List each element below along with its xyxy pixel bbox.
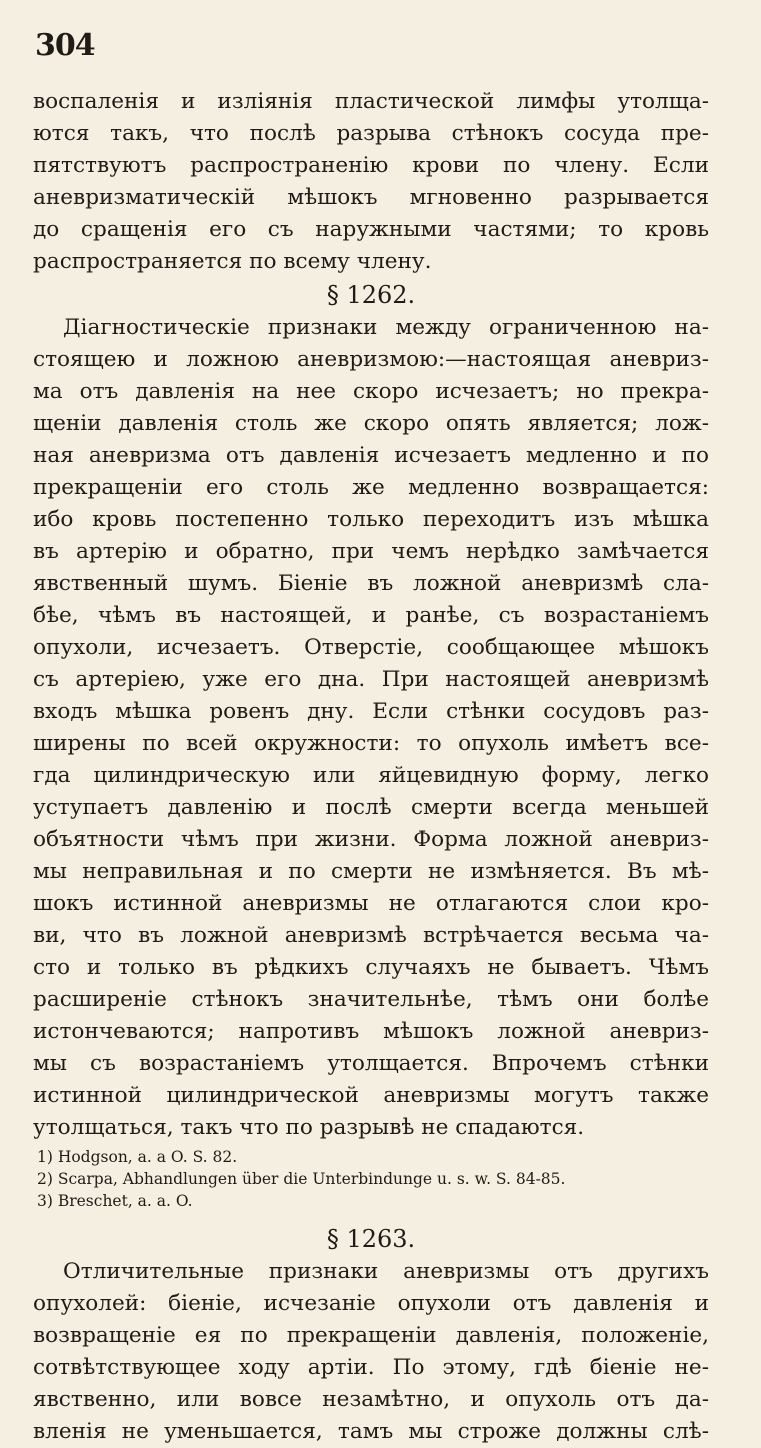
footnote-1: 1) Hodgson, a. a O. S. 82. — [37, 1148, 238, 1166]
text-line: Отличительные признаки аневризмы отъ другихъ — [63, 1259, 709, 1284]
text-line: шокъ истинной аневризмы не отлагаются слои кро- — [33, 891, 709, 916]
text-line: входъ мѣшка ровенъ дну. Если стѣнки сосудовъ раз- — [33, 699, 709, 724]
paragraph-continuation — [33, 86, 709, 278]
text-line: щенiи давленiя столь же скоро опять является; лож- — [33, 411, 709, 436]
text-line: уступаетъ давленiю и послѣ смерти всегда меньшей — [33, 795, 709, 820]
text-line: бѣе, чѣмъ въ настоящей, и ранѣе, съ возрастанiемъ — [33, 603, 709, 628]
text-line: утолщаться, такъ что по разрывѣ не спадаются. — [33, 1115, 585, 1140]
text-line: сотвѣтствующее ходу артiи. По этому, гдѣ бiенiе не- — [33, 1355, 709, 1380]
text-line: съ артерiею, уже его дна. При настоящей аневризмѣ — [33, 667, 709, 692]
text-line: вленiя не уменьшается, тамъ мы строже должны слѣ- — [33, 1419, 709, 1444]
text-line: ви, что въ ложной аневризмѣ встрѣчается весьма ча- — [33, 923, 709, 948]
page-number: 304 — [35, 28, 95, 63]
text-line: ширены по всей окружности: то опухоль имѣетъ все- — [33, 731, 709, 756]
text-line: истинной цилиндрической аневризмы могутъ также — [33, 1083, 709, 1108]
text-line: возвращенiе ея по прекращенiи давленiя, положенiе, — [33, 1323, 709, 1348]
text-line: Дiагностическiе признаки между ограниченною на- — [63, 315, 709, 340]
text-line: ма отъ давленiя на нее скоро исчезаетъ; но прекра- — [33, 379, 709, 404]
text-line: въ артерiю и обратно, при чемъ нерѣдко замѣчается — [33, 539, 709, 564]
text-column — [33, 86, 709, 1448]
text-line: мы неправильная и по смерти не измѣняется. Въ мѣ- — [33, 859, 709, 884]
text-line: сто и только въ рѣдкихъ случаяхъ не бываетъ. Чѣмъ — [33, 955, 709, 980]
text-line: распространяется по всему члену. — [33, 249, 432, 274]
section-heading-1263: § 1263. — [326, 1225, 416, 1253]
text-line: явственно, или вовсе незамѣтно, и опухоль отъ да- — [33, 1387, 709, 1412]
paragraph-distinguishing-signs — [33, 1256, 709, 1448]
text-line: мы съ возрастанiемъ утолщается. Впрочемъ стѣнки — [33, 1051, 709, 1076]
text-line: ная аневризма отъ давленiя исчезаетъ медленно и по — [33, 443, 709, 468]
text-line: объятности чѣмъ при жизни. Форма ложной аневриз- — [33, 827, 709, 852]
section-heading-1262: § 1262. — [326, 281, 416, 309]
text-line: опухолей: бiенiе, исчезанiе опухоли отъ давленiя и — [33, 1291, 709, 1316]
paragraph-diagnostics — [33, 312, 709, 1144]
text-line: расширенiе стѣнокъ значительнѣе, тѣмъ они болѣе — [33, 987, 709, 1012]
text-line: ются такъ, что послѣ разрыва стѣнокъ сосуда пре- — [33, 121, 709, 146]
text-line: явственный шумъ. Бiенiе въ ложной аневризмѣ сла- — [33, 571, 709, 596]
text-line: пятствуютъ распространенiю крови по члену. Если — [33, 153, 709, 178]
text-line: гда цилиндрическую или яйцевидную форму, легко — [33, 763, 709, 788]
text-line: воспаленія и излiянiя пластической лимфы утолща- — [33, 89, 709, 114]
text-line: истончеваются; напротивъ мѣшокъ ложной аневриз- — [33, 1019, 709, 1044]
text-line: ибо кровь постепенно только переходитъ изъ мѣшка — [33, 507, 709, 532]
text-line: стоящею и ложною аневризмою:—настоящая аневриз- — [33, 347, 709, 372]
text-line: прекращенiи его столь же медленно возвращается: — [33, 475, 709, 500]
text-line: аневризматическiй мѣшокъ мгновенно разрывается — [33, 185, 709, 210]
footnotes — [33, 1146, 709, 1212]
footnote-3: 3) Breschet, a. a. O. — [37, 1192, 193, 1210]
text-line: до сращенiя его съ наружными частями; то кровь — [33, 217, 709, 242]
text-line: опухоли, исчезаетъ. Отверстiе, сообщающее мѣшокъ — [33, 635, 709, 660]
footnote-2: 2) Scarpa, Abhandlungen über die Unterbindunge u. s. w. S. 84-85. — [37, 1170, 566, 1188]
